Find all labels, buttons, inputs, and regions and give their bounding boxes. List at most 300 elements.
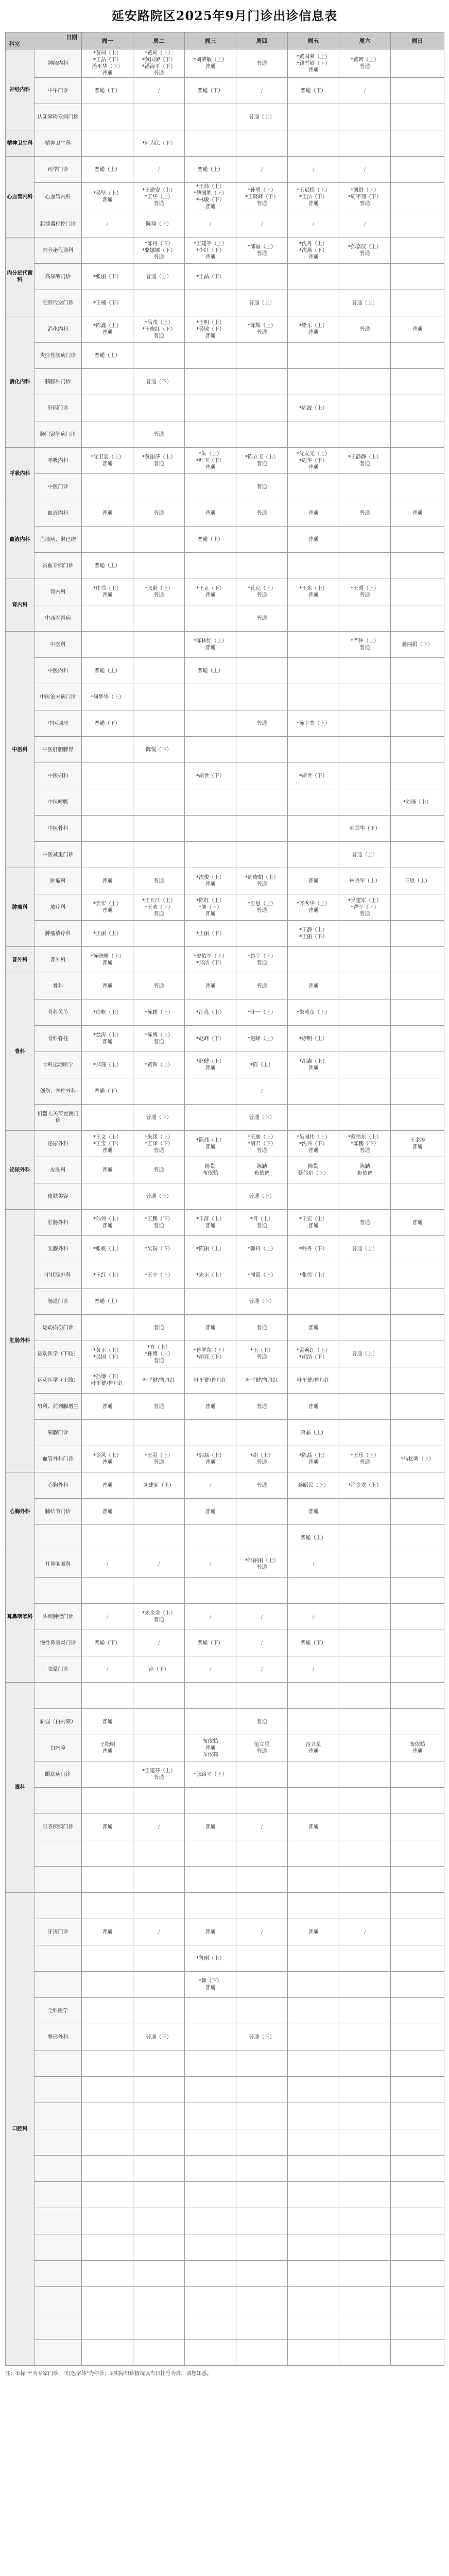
schedule-cell: 普通（上） [82,658,133,684]
schedule-cell [339,2208,391,2234]
schedule-cell: *周晓娟（上） 普通 [236,868,288,894]
schedule-cell: *赵峰（下） [185,1026,236,1052]
schedule-cell: 普通 [185,1919,236,1945]
schedule-row [6,395,444,421]
schedule-cell [288,1761,339,1788]
day-header: 周二 [133,32,185,49]
schedule-cell: 普通 [236,1394,288,1420]
schedule-cell [82,421,133,448]
schedule-cell [82,1788,133,1814]
clinic-cell: 中西医肾病 [34,605,82,632]
department-cell: 肛肠外科 [6,1210,34,1472]
department-cell: 神经内科 [6,49,34,130]
schedule-cell: 普通 [391,316,444,343]
schedule-cell [185,2261,236,2287]
schedule-cell: 普通 [133,1394,185,1420]
schedule-cell [339,1998,391,2024]
schedule-cell [288,553,339,579]
schedule-cell [185,2156,236,2182]
schedule-cell: *黄珂（上） *王喆（下） 潘平华（下） 普通 [82,49,133,78]
department-cell: 消化内科 [6,316,34,448]
schedule-row [6,290,444,316]
day-header: 周一 [82,32,133,49]
schedule-cell: *王宁（上） [133,1262,185,1289]
schedule-cell: *王楠（下） [82,290,133,316]
schedule-cell [339,2287,391,2313]
schedule-cell: *梁乐（上） 普通 [288,316,339,343]
schedule-cell: *朱正（上） [185,1262,236,1289]
day-header: 周四 [236,32,288,49]
schedule-cell: 普通（下） [82,1630,133,1656]
clinic-cell: 中医骨科 [34,816,82,842]
header-corner [6,32,82,49]
schedule-row [6,1210,444,1236]
schedule-cell: / [236,1919,288,1945]
schedule-cell: 叶平健/鲁丹红 [236,1367,288,1394]
schedule-cell [339,2261,391,2287]
schedule-cell [133,2156,185,2182]
schedule-row [6,130,444,157]
schedule-cell [133,527,185,553]
schedule-cell [236,1893,288,1919]
schedule-cell [82,2129,133,2156]
schedule-cell [391,183,444,211]
schedule-cell: *方（上） *孙博（上） 普通 [133,1341,185,1367]
schedule-cell: 普通 [185,1394,236,1420]
schedule-cell: 陈悦（下） [133,737,185,763]
schedule-cell: *孙伟（上） 普通 [82,1210,133,1236]
schedule-cell [288,130,339,157]
clinic-cell [34,2129,82,2156]
schedule-cell: 普通 [82,1472,133,1499]
department-cell: 呼吸内科 [6,448,34,500]
schedule-cell [185,2024,236,2050]
schedule-cell [339,1630,391,1656]
schedule-cell [185,1683,236,1709]
schedule-row [6,1840,444,1867]
schedule-cell [236,1683,288,1709]
schedule-row [6,1341,444,1367]
schedule-cell [391,343,444,369]
schedule-cell [391,2050,444,2077]
schedule-cell: *孔克（上） 普通 [236,579,288,605]
schedule-cell: *陈立卫（上） 普通 [236,448,288,474]
schedule-cell [82,1867,133,1893]
schedule-cell: 普通（上） [236,290,288,316]
schedule-row [6,579,444,605]
schedule-row [6,157,444,183]
schedule-cell [391,1394,444,1420]
schedule-cell [82,527,133,553]
schedule-cell: 普通 [236,1709,288,1735]
clinic-cell: 运动损伤门诊 [34,1315,82,1341]
clinic-cell: 慢性鼻窦炎门诊 [34,1630,82,1656]
schedule-cell: *沈丹（上） *沈燕（下） 普通 [288,238,339,264]
schedule-cell: *郭磊（上） 普通 [185,1446,236,1472]
schedule-cell [391,1788,444,1814]
schedule-cell [82,2050,133,2077]
schedule-cell [82,1972,133,1998]
schedule-cell [391,1814,444,1840]
schedule-cell [339,2234,391,2261]
schedule-cell: *郑丽丽（上） 普通 [236,1551,288,1578]
schedule-cell [288,1945,339,1972]
schedule-cell [185,343,236,369]
clinic-cell: 高尿酸门诊 [34,264,82,290]
schedule-cell [236,1788,288,1814]
schedule-cell [288,369,339,395]
schedule-cell: 普通 [288,1919,339,1945]
schedule-cell: / [236,157,288,183]
schedule-cell [185,474,236,500]
schedule-cell [391,1551,444,1578]
schedule-cell [133,684,185,710]
clinic-cell: 呼吸内科 [34,448,82,474]
department-cell: 骨科 [6,973,34,1131]
schedule-cell [288,1998,339,2024]
schedule-cell: *陈鑫（上） 普通 [82,316,133,343]
schedule-cell: 普通 [288,1315,339,1341]
schedule-cell: 普通（上） [185,157,236,183]
schedule-cell: *吴国伟（上） *沈兴（下） 普通 [288,1131,339,1157]
schedule-cell: 普通 [236,710,288,737]
schedule-cell: *郑谨（上） [82,1052,133,1078]
schedule-cell [133,2129,185,2156]
schedule-cell [185,2313,236,2340]
schedule-cell: *陈辉（上） 普通 [236,316,288,343]
schedule-cell [288,1972,339,1998]
clinic-cell: 药学门诊 [34,157,82,183]
schedule-cell [339,1105,391,1131]
schedule-cell: / [185,211,236,238]
schedule-cell [82,1893,133,1919]
schedule-cell: *马茂（上） *王晓红（下） 普通 [133,316,185,343]
department-cell: 口腔科 [6,1893,34,2366]
schedule-cell: *吴瑞（下） [133,1236,185,1262]
schedule-cell: *张路平（上） [185,1761,236,1788]
schedule-cell [133,2208,185,2234]
clinic-cell: 斜弱（白内障） [34,1709,82,1735]
schedule-cell [288,658,339,684]
clinic-cell: 肥胖代谢门诊 [34,290,82,316]
schedule-cell: *吴坚（上） 普通 [82,183,133,211]
schedule-cell: 普通（下） [288,1630,339,1656]
clinic-cell: 肠道门诊 [34,1289,82,1315]
clinic-cell [34,2208,82,2234]
schedule-row [6,632,444,658]
schedule-row [6,1315,444,1341]
schedule-cell [185,130,236,157]
clinic-cell: 甲状腺外科 [34,1262,82,1289]
schedule-cell [391,1656,444,1683]
schedule-row [6,1262,444,1289]
schedule-cell: 普通（上） [82,343,133,369]
schedule-cell: *王静静（上） 普通 [339,448,391,474]
schedule-cell: *王建安（上） *王华（上） 普通 [133,183,185,211]
schedule-cell [82,2234,133,2261]
schedule-cell: *张蔚（上） 普通 [133,579,185,605]
schedule-cell: *陈林红（上） 普通 [185,632,236,658]
schedule-cell: *胡（上） 普通 [236,1446,288,1472]
schedule-cell [236,1972,288,1998]
schedule-cell [339,1499,391,1525]
schedule-cell [133,947,185,973]
schedule-cell: 普通 [82,973,133,999]
schedule-cell [391,448,444,474]
schedule-cell [133,2182,185,2208]
schedule-cell [185,2129,236,2156]
schedule-row [6,999,444,1026]
schedule-cell [391,1052,444,1078]
schedule-row [6,816,444,842]
schedule-cell: *沈友光（上） *周华（下） 普通 [288,448,339,474]
schedule-cell: 普通 [391,500,444,527]
clinic-cell: 消化内科 [34,316,82,343]
schedule-cell: 普通 [185,973,236,999]
schedule-cell: 普通 [236,973,288,999]
schedule-cell [339,1052,391,1078]
schedule-cell: 普通（上） [339,1236,391,1262]
schedule-cell [391,2313,444,2340]
schedule-cell [339,1525,391,1551]
clinic-cell: 骨科 [34,973,82,999]
schedule-cell: 普通（下） [82,78,133,104]
schedule-cell: 普通 [133,868,185,894]
schedule-cell [236,2050,288,2077]
schedule-cell: 普通 [82,1157,133,1183]
schedule-cell [133,2103,185,2129]
schedule-row [6,1578,444,1604]
clinic-cell: 皮肤科 [34,1157,82,1183]
schedule-cell [82,1525,133,1551]
schedule-cell: *周波（上） [288,395,339,421]
schedule-cell [185,1420,236,1446]
schedule-cell [82,2103,133,2129]
schedule-cell [133,921,185,947]
clinic-cell: 肿瘤科 [34,868,82,894]
schedule-cell: 韩国华（下） [339,816,391,842]
schedule-cell: 胡建新（上） [133,1472,185,1499]
schedule-row [6,737,444,763]
schedule-cell: *孙嘉仪（上） 普通 [339,238,391,264]
schedule-cell: *陈（上） [236,1052,288,1078]
header-dept-label: 科室 [9,41,20,47]
schedule-cell [82,1683,133,1709]
schedule-cell [391,579,444,605]
schedule-cell [185,421,236,448]
schedule-cell [288,2050,339,2077]
schedule-cell: *王明（上） *吴敏（下） 普通 [185,316,236,343]
schedule-cell: *王思（上） 普通 [236,894,288,921]
schedule-row [6,183,444,211]
schedule-cell [236,1945,288,1972]
schedule-cell [82,1420,133,1446]
schedule-cell: *黄丽莎（上） 普通 [133,448,185,474]
schedule-cell [339,2024,391,2050]
schedule-cell: *赵健（上） 普通 [185,1052,236,1078]
schedule-cell [82,1945,133,1972]
schedule-row [6,500,444,527]
schedule-cell [133,2340,185,2366]
schedule-cell [133,1525,185,1551]
schedule-cell: *王丽（下） [185,921,236,947]
schedule-cell [391,1761,444,1788]
clinic-cell [34,1578,82,1604]
schedule-cell [82,238,133,264]
schedule-cell [82,474,133,500]
schedule-cell [339,553,391,579]
schedule-cell [236,2208,288,2234]
schedule-cell [391,816,444,842]
schedule-cell: 普通 [133,421,185,448]
schedule-cell [391,290,444,316]
schedule-cell [339,343,391,369]
schedule-cell: *陈博（上） 普通 [133,1026,185,1052]
schedule-cell [391,1919,444,1945]
schedule-cell [82,2287,133,2313]
schedule-cell [82,1840,133,1867]
schedule-cell: 普通（下） [236,2024,288,2050]
schedule-cell: 普通 [236,605,288,632]
department-cell: 心血管内科 [6,157,34,238]
schedule-row [6,49,444,78]
schedule-cell: 普通 [185,1814,236,1840]
schedule-cell: 普通 [133,1157,185,1183]
schedule-cell: / [185,1472,236,1499]
schedule-cell: *王宏（上） 普通 [288,1210,339,1236]
schedule-cell: *王丽（上） [82,921,133,947]
schedule-cell [288,1105,339,1131]
schedule-cell: *黄国荣（上） *钱雪敏（下） 普通 [288,49,339,78]
clinic-cell: 男科、前列腺增生 [34,1394,82,1420]
schedule-cell [391,1183,444,1210]
schedule-cell: *王乐（上） 普通 [339,1446,391,1472]
schedule-cell [82,1315,133,1341]
schedule-cell [82,2024,133,2050]
schedule-cell [133,1945,185,1972]
schedule-cell: / [339,78,391,104]
schedule-cell [82,632,133,658]
schedule-cell [391,684,444,710]
schedule-cell [185,605,236,632]
schedule-cell [339,763,391,789]
schedule-cell: 叶平健/鲁丹红 [133,1367,185,1394]
schedule-cell [288,1578,339,1604]
schedule-cell: *叶一（上） [236,999,288,1026]
schedule-cell [391,553,444,579]
schedule-cell [82,605,133,632]
schedule-cell: 普通 [82,1709,133,1735]
schedule-cell: *金风（上） 普通 [82,1446,133,1472]
schedule-cell: *王晶（下） [185,264,236,290]
schedule-cell [236,369,288,395]
schedule-cell: *刘进（上） *周宇翔（下） 普通 [339,183,391,211]
schedule-cell: *黄珂（上） 普通 [339,49,391,78]
schedule-row [6,553,444,579]
schedule-cell [288,816,339,842]
clinic-cell: 心血管内科 [34,183,82,211]
schedule-cell: 普通（下） [133,2024,185,2050]
schedule-row [6,2103,444,2129]
schedule-cell [185,684,236,710]
schedule-cell: *陈晓峰（上） 普通 [82,947,133,973]
schedule-row [6,369,444,395]
schedule-cell [339,2182,391,2208]
schedule-row [6,842,444,868]
schedule-cell: *张伟（上） [288,1262,339,1289]
schedule-cell: *韩（下） 普通 [185,1972,236,1998]
schedule-cell: / [185,1656,236,1683]
schedule-cell [133,789,185,816]
schedule-cell [82,2340,133,2366]
schedule-row [6,1630,444,1656]
schedule-cell [391,763,444,789]
schedule-cell: 范立星 普通 [236,1735,288,1761]
schedule-cell [339,921,391,947]
schedule-cell [236,2077,288,2103]
schedule-cell: / [236,1656,288,1683]
schedule-cell [339,2156,391,2182]
schedule-cell [391,527,444,553]
schedule-cell: / [288,1656,339,1683]
schedule-cell: 普通（上） [339,842,391,868]
schedule-cell: *张丽（下） [82,264,133,290]
schedule-cell: 普通 [288,500,339,527]
schedule-cell [339,710,391,737]
schedule-cell [391,921,444,947]
schedule-cell [391,369,444,395]
clinic-cell: 普外科 [34,947,82,973]
schedule-cell [339,737,391,763]
schedule-cell [133,1972,185,1998]
schedule-cell: 范立星 普通 [288,1735,339,1761]
schedule-cell: *王建平（上） *李红（下） 普通 [185,238,236,264]
schedule-cell [391,1157,444,1183]
schedule-cell [391,2077,444,2103]
header-date-label: 日期 [66,34,77,41]
schedule-cell [391,421,444,448]
schedule-cell [185,2340,236,2366]
schedule-cell: *王长江（上） *王欢（下） 普通 [133,894,185,921]
schedule-cell [236,1499,288,1525]
schedule-cell [82,737,133,763]
schedule-cell [339,1683,391,1709]
schedule-cell: 普通（下） [82,710,133,737]
schedule-row [6,868,444,894]
schedule-cell [82,816,133,842]
schedule-cell: *朱成彦（上） [288,999,339,1026]
schedule-row [6,1105,444,1131]
schedule-cell [236,2129,288,2156]
schedule-cell [288,632,339,658]
schedule-cell [82,1761,133,1788]
schedule-cell [133,1078,185,1105]
clinic-cell: 骨科脊柱 [34,1026,82,1052]
schedule-cell [391,1867,444,1893]
page-title: 延安路院区2025年9月门诊出诊信息表 [111,8,338,23]
clinic-cell: 机器人关节置换门诊 [34,1105,82,1131]
schedule-cell [391,1840,444,1867]
schedule-cell: *黄珂（上） *黄国荣（下） *潘海平（下） 普通 [133,49,185,78]
clinic-cell [34,2077,82,2103]
schedule-cell [339,1972,391,1998]
clinic-cell [34,1893,82,1919]
schedule-row [6,2340,444,2366]
schedule-cell [236,343,288,369]
schedule-cell: 普通（上） [133,1183,185,1210]
schedule-cell: *王克（下） 普通 [185,579,236,605]
schedule-cell [391,1420,444,1446]
